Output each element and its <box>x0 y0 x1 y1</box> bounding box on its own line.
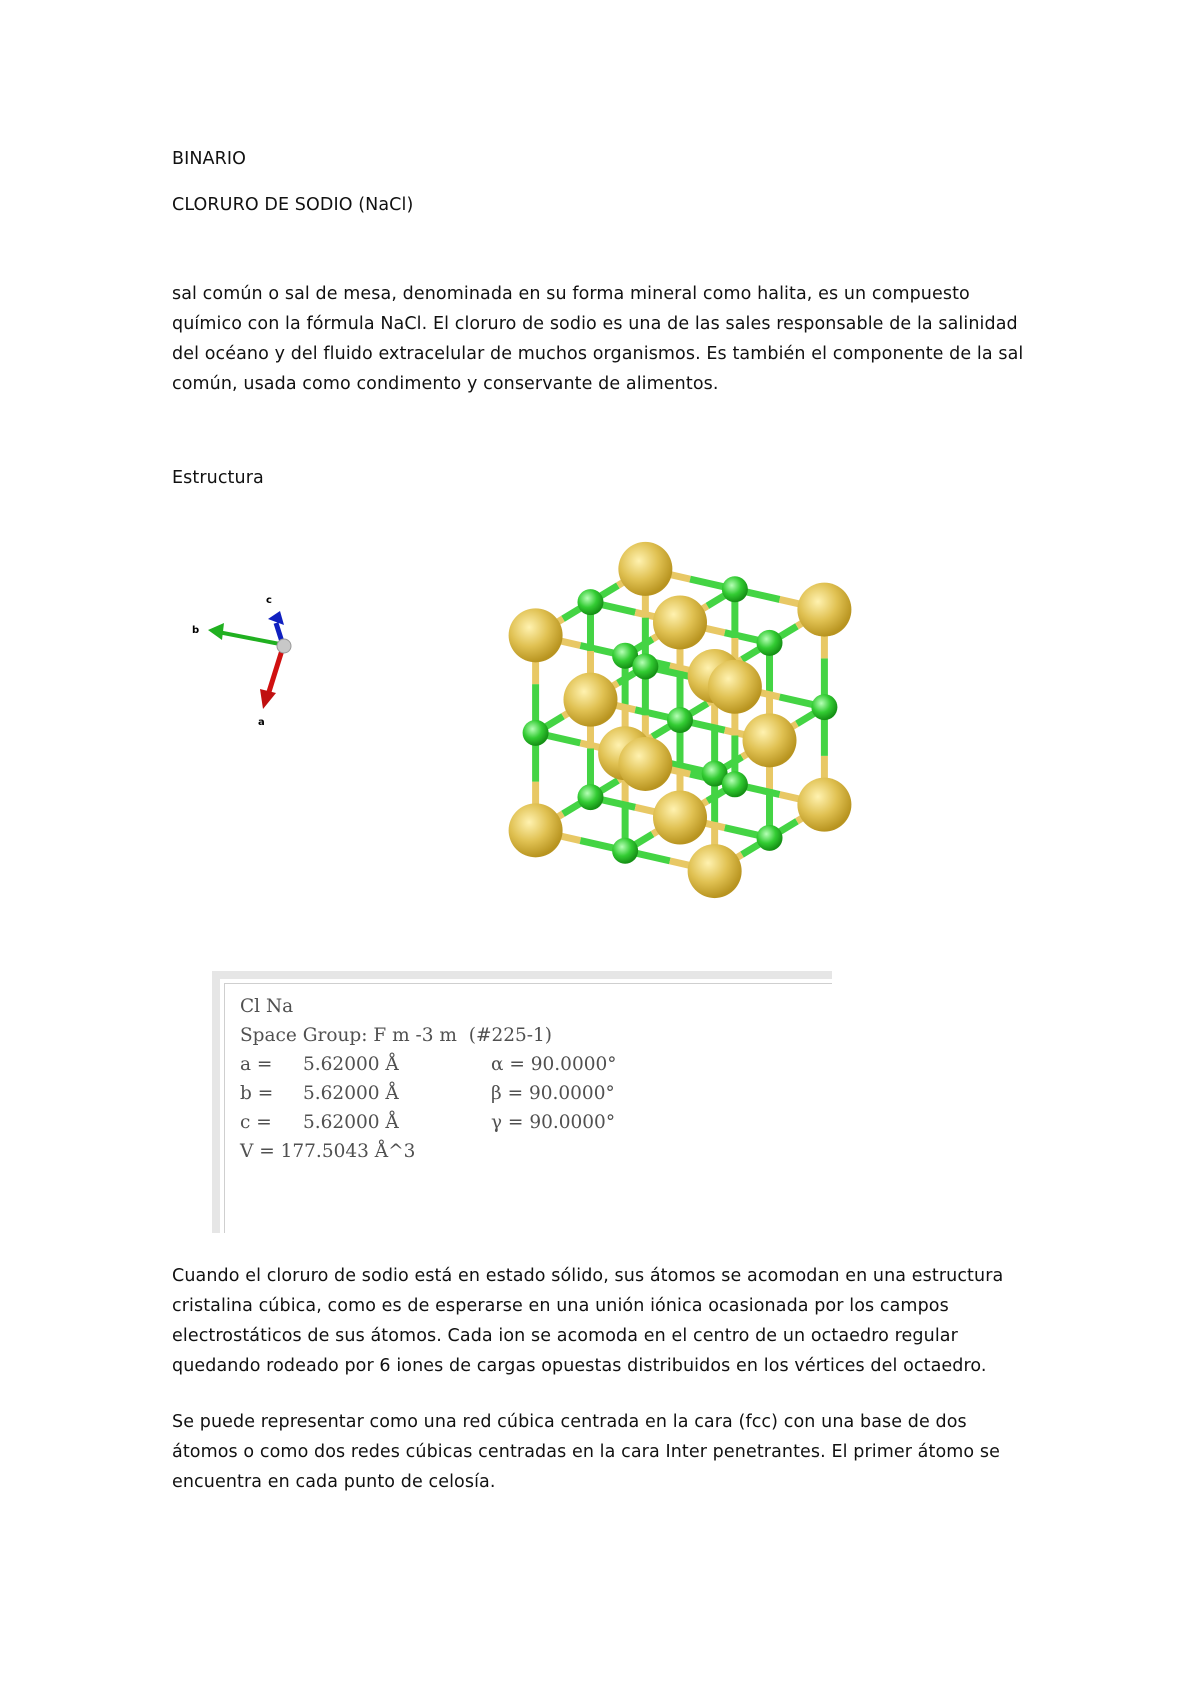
text-line: sal común o sal de mesa, denominada en su forma mineral como halita, es un compuesto <box>172 284 970 304</box>
text-line: cristalina cúbica, como es de esperarse en una unión iónica ocasionada por los campos <box>172 1296 949 1316</box>
space-group-row <box>240 1021 832 1050</box>
chlorine-atom <box>632 653 658 679</box>
sodium-atom <box>618 542 672 596</box>
text-line: Cuando el cloruro de sodio está en estado sólido, sus átomos se acomodan en una estructura <box>172 1266 1004 1286</box>
axis-c-label: c <box>266 595 272 606</box>
param-value: 5.62000 Å <box>303 1112 399 1133</box>
sodium-atom <box>743 713 797 767</box>
volume-row: V = 177.5043 Å^3 <box>240 1141 416 1162</box>
chlorine-atom <box>667 707 693 733</box>
lattice-param-row <box>240 1050 832 1079</box>
axis-indicator <box>180 585 310 730</box>
axis-a-line <box>268 647 283 695</box>
param-label: a = <box>240 1054 273 1075</box>
chlorine-atom <box>523 720 549 746</box>
param-label: b = <box>240 1083 274 1104</box>
sodium-atom <box>563 673 617 727</box>
text-line: electrostáticos de sus átomos. Cada ion se acomoda en el centro de un octaedro regular <box>172 1326 958 1346</box>
param-value: 5.62000 Å <box>303 1083 399 1104</box>
chlorine-atom <box>811 694 837 720</box>
chlorine-atom <box>757 630 783 656</box>
space-group-value: F m -3 m (#225-1) <box>373 1025 553 1046</box>
text-line: común, usada como condimento y conservante de alimentos. <box>172 374 719 394</box>
chlorine-atom <box>722 771 748 797</box>
cell-parameters-panel <box>212 971 832 1233</box>
axis-b-label: b <box>192 625 200 636</box>
axis-origin <box>277 639 291 653</box>
text-line: del océano y del fluido extracelular de muchos organismos. Es también el componente de la sal <box>172 344 1024 364</box>
sodium-atom <box>509 803 563 857</box>
lattice-param-row <box>240 1079 832 1108</box>
sodium-atom <box>797 778 851 832</box>
chlorine-atom <box>757 825 783 851</box>
axis-b-arrowhead <box>208 623 224 640</box>
angle-value: γ = 90.0000° <box>491 1112 616 1133</box>
text-line: químico con la fórmula NaCl. El cloruro de sodio es una de las sales responsable de la salinidad <box>172 314 1018 334</box>
text-line: átomos o como dos redes cúbicas centradas en la cara Inter penetrantes. El primer átomo se <box>172 1442 1000 1462</box>
section-heading: Estructura <box>172 468 264 488</box>
chlorine-atom <box>722 576 748 602</box>
axis-a-arrowhead <box>260 689 276 709</box>
lattice-param-row <box>240 1108 832 1137</box>
compound-title: CLORURO DE SODIO (NaCl) <box>172 195 414 215</box>
text-line: encuentra en cada punto de celosía. <box>172 1472 496 1492</box>
chlorine-atom <box>577 784 603 810</box>
intro-paragraph <box>172 279 1052 399</box>
sodium-atom <box>688 844 742 898</box>
angle-value: α = 90.0000° <box>491 1054 617 1075</box>
nacl-crystal-structure <box>470 515 890 915</box>
param-label: c = <box>240 1112 272 1133</box>
sodium-atom <box>618 737 672 791</box>
text-line: Se puede representar como una red cúbica centrada en la cara (fcc) con una base de dos <box>172 1412 967 1432</box>
angle-value: β = 90.0000° <box>491 1083 615 1104</box>
chlorine-atom <box>612 838 638 864</box>
chlorine-atom <box>577 589 603 615</box>
axis-a-label: a <box>258 717 265 728</box>
axis-b-line <box>218 632 285 645</box>
param-value: 5.62000 Å <box>303 1054 399 1075</box>
sodium-atom <box>708 660 762 714</box>
fcc-paragraph <box>172 1407 1052 1497</box>
solid-state-paragraph <box>172 1261 1052 1381</box>
sodium-atom <box>797 583 851 637</box>
cell-parameters-text <box>224 983 832 1233</box>
axis-c-arrowhead <box>268 611 284 625</box>
text-line: quedando rodeado por 6 iones de cargas opuestas distribuidos en los vértices del octaedro. <box>172 1356 987 1376</box>
sodium-atom <box>653 791 707 845</box>
sodium-atom <box>653 595 707 649</box>
document-title: BINARIO <box>172 149 247 169</box>
space-group-label: Space Group: <box>240 1025 368 1046</box>
sodium-atom <box>509 608 563 662</box>
formula-row: Cl Na <box>240 996 294 1017</box>
